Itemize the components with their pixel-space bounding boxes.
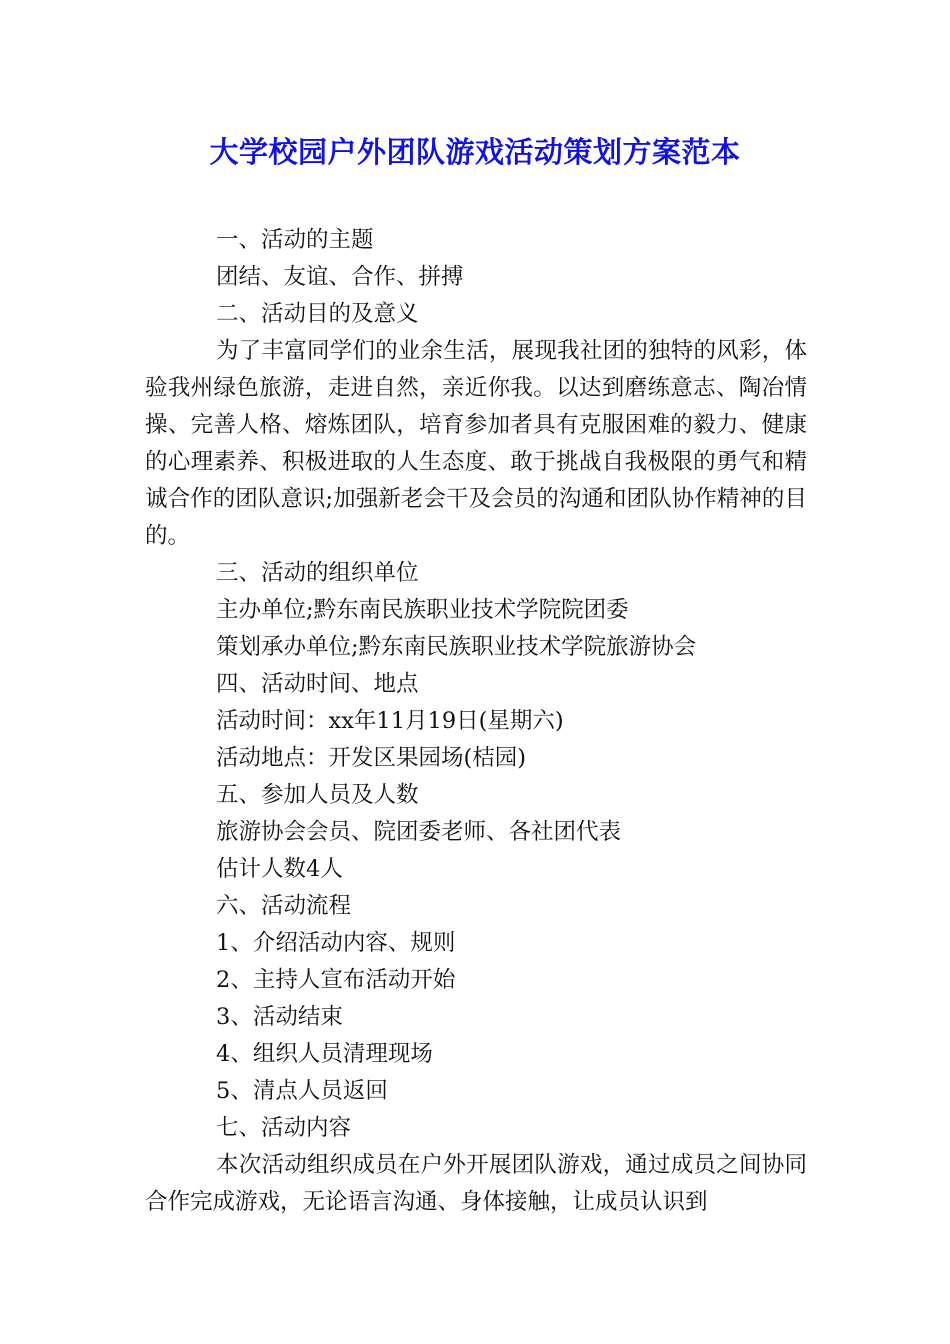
process-step: 2、主持人宣布活动开始 bbox=[216, 967, 456, 993]
section-heading-purpose: 二、活动目的及意义 bbox=[216, 301, 419, 327]
process-step: 4、组织人员清理现场 bbox=[216, 1041, 433, 1067]
organizer-planner: 策划承办单位;黔东南民族职业技术学院旅游协会 bbox=[216, 634, 697, 660]
section-heading-participants: 五、参加人员及人数 bbox=[216, 782, 419, 808]
section-heading-content: 七、活动内容 bbox=[216, 1115, 352, 1141]
activity-place: 活动地点：开发区果园场(桔园) bbox=[216, 745, 527, 771]
organizer-host: 主办单位;黔东南民族职业技术学院院团委 bbox=[216, 597, 629, 623]
participants-count: 估计人数4人 bbox=[216, 856, 343, 882]
process-step: 5、清点人员返回 bbox=[216, 1078, 388, 1104]
content-paragraph: 本次活动组织成员在户外开展团队游戏，通过成员之间协同合作完成游戏，无论语言沟通、身体接触，让成员认识到 bbox=[145, 1152, 807, 1215]
section-heading-time-place: 四、活动时间、地点 bbox=[216, 671, 419, 697]
document-title: 大学校园户外团队游戏活动策划方案范本 bbox=[209, 135, 741, 169]
activity-time: 活动时间：xx年11月19日(星期六) bbox=[216, 708, 564, 734]
section-heading-theme: 一、活动的主题 bbox=[216, 227, 374, 253]
process-step: 1、介绍活动内容、规则 bbox=[216, 930, 456, 956]
theme-text: 团结、友谊、合作、拼搏 bbox=[216, 264, 464, 290]
process-step: 3、活动结束 bbox=[216, 1004, 343, 1030]
section-heading-process: 六、活动流程 bbox=[216, 893, 352, 919]
section-heading-organization: 三、活动的组织单位 bbox=[216, 560, 419, 586]
participants-text: 旅游协会会员、院团委老师、各社团代表 bbox=[216, 819, 622, 845]
purpose-paragraph: 为了丰富同学们的业余生活，展现我社团的独特的风彩，体验我州绿色旅游，走进自然，亲近你我。以达到磨练意志、陶冶情操、完善人格、熔炼团队，培育参加者具有克服困难的毅力、健康的心理素养、积极进取的人生态度、敢于挑战自我极限的勇气和精诚合作的团队意识;加强新老会干及会员的沟通和团队协作精神的目的。 bbox=[145, 338, 807, 549]
document-body bbox=[145, 222, 807, 1221]
